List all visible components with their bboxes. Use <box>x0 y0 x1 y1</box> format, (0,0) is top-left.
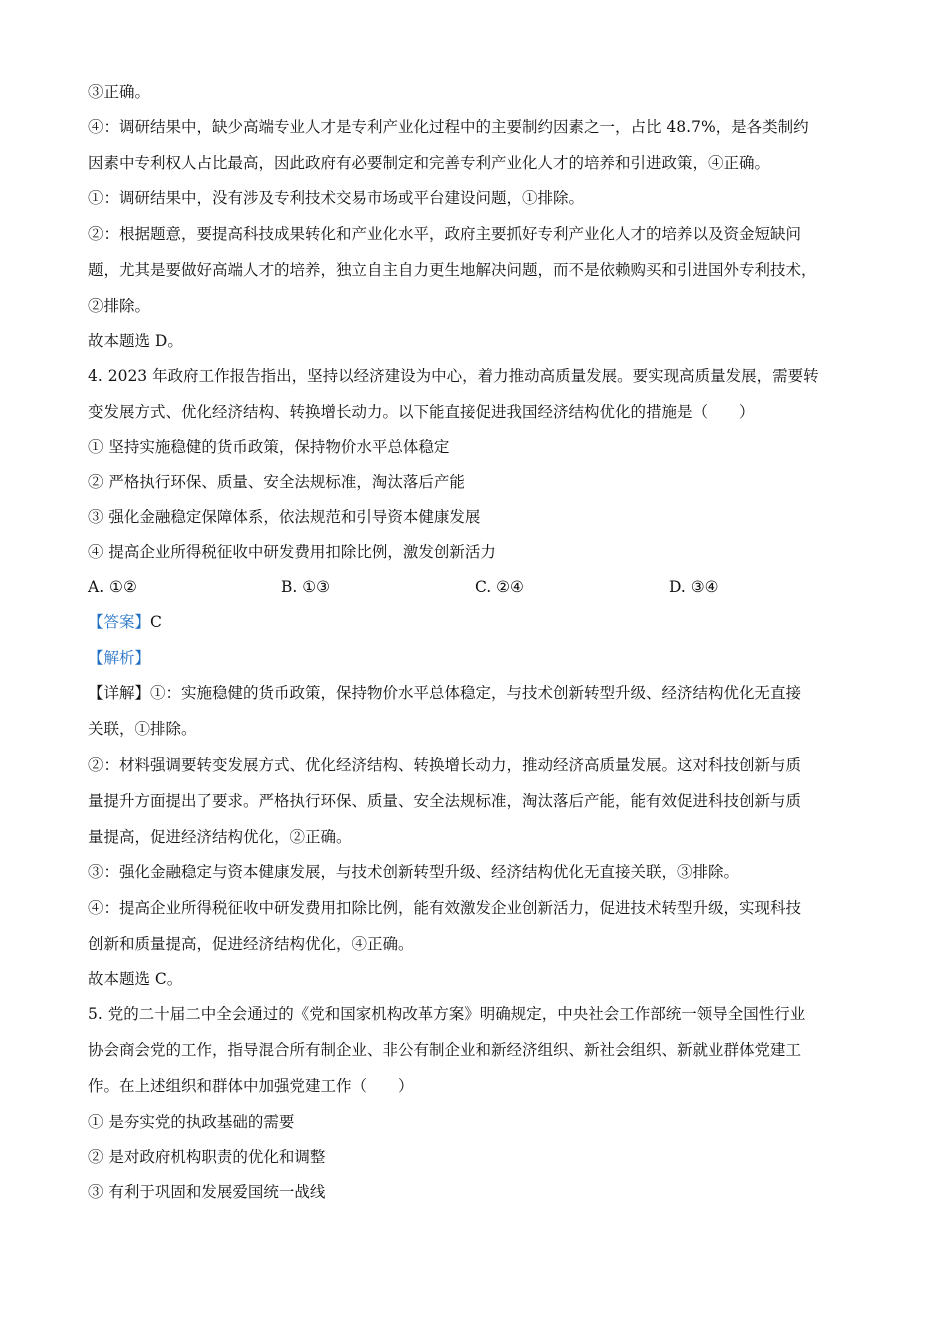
text-line: ②：材料强调要转变发展方式、优化经济结构、转换增长动力，推动经济高质量发展。这对科技创新与质 <box>88 756 802 774</box>
answer-line <box>88 612 162 632</box>
analysis-tag: 【解析】 <box>88 649 151 667</box>
text-line: ④：调研结果中，缺少高端专业人才是专利产业化过程中的主要制约因素之一，占比 48.7%，是各类制约 <box>88 118 809 136</box>
statement-item: ① 是夯实党的执政基础的需要 <box>88 1113 295 1131</box>
text-line: 因素中专利权人占比最高，因此政府有必要制定和完善专利产业化人才的培养和引进政策，④正确。 <box>88 154 771 172</box>
text-line: 【详解】①：实施稳健的货币政策，保持物价水平总体稳定，与技术创新转型升级、经济结构优化无直接 <box>88 684 802 702</box>
conclusion-line: 故本题选 C。 <box>88 970 183 988</box>
text-line: 创新和质量提高，促进经济结构优化，④正确。 <box>88 935 414 953</box>
statement-item: ② 是对政府机构职责的优化和调整 <box>88 1148 326 1166</box>
text-line: ③正确。 <box>88 83 151 101</box>
text-line: ②：根据题意，要提高科技成果转化和产业化水平，政府主要抓好专利产业化人才的培养以及资金短缺问 <box>88 225 802 243</box>
statement-item: ③ 有利于巩固和发展爱国统一战线 <box>88 1183 326 1201</box>
statement-item: ③ 强化金融稳定保障体系，依法规范和引导资本健康发展 <box>88 508 481 526</box>
text-line: 量提高，促进经济结构优化，②正确。 <box>88 828 352 846</box>
text-line: 关联，①排除。 <box>88 720 197 738</box>
text-line: ②排除。 <box>88 297 151 315</box>
statement-item: ④ 提高企业所得税征收中研发费用扣除比例，激发创新活力 <box>88 543 496 561</box>
text-line: ③：强化金融稳定与资本健康发展，与技术创新转型升级、经济结构优化无直接关联，③排除。 <box>88 863 740 881</box>
text-line: 题，尤其是要做好高端人才的培养，独立自主自力更生地解决问题，而不是依赖购买和引进国外专利技术， <box>88 261 817 279</box>
choice-a: A. ①② <box>88 578 137 596</box>
answer-value: C <box>150 613 162 631</box>
question-stem: 5. 党的二十届二中全会通过的《党和国家机构改革方案》明确规定，中央社会工作部统一领导全国性行业 <box>88 1005 806 1023</box>
question-stem: 4. 2023 年政府工作报告指出，坚持以经济建设为中心，着力推动高质量发展。要实现高质量发展，需要转 <box>88 367 819 385</box>
statement-item: ② 严格执行环保、质量、安全法规标准，淘汰落后产能 <box>88 473 465 491</box>
choice-d: D. ③④ <box>669 578 719 596</box>
text-line: ①：调研结果中，没有涉及专利技术交易市场或平台建设问题，①排除。 <box>88 189 585 207</box>
conclusion-line: 故本题选 D。 <box>88 332 183 350</box>
question-stem: 变发展方式、优化经济结构、转换增长动力。以下能直接促进我国经济结构优化的措施是（ ） <box>88 403 755 421</box>
choice-b: B. ①③ <box>281 578 331 596</box>
text-line: 量提升方面提出了要求。严格执行环保、质量、安全法规标准，淘汰落后产能，能有效促进科技创新与质 <box>88 792 802 810</box>
choice-c: C. ②④ <box>475 578 524 596</box>
question-stem: 协会商会党的工作，指导混合所有制企业、非公有制企业和新经济组织、新社会组织、新就业群体党建工 <box>88 1041 802 1059</box>
statement-item: ① 坚持实施稳健的货币政策，保持物价水平总体稳定 <box>88 438 450 456</box>
answer-tag: 【答案】 <box>88 613 151 631</box>
question-stem: 作。在上述组织和群体中加强党建工作（ ） <box>88 1077 414 1095</box>
text-line: ④：提高企业所得税征收中研发费用扣除比例，能有效激发企业创新活力，促进技术转型升级，实现科技 <box>88 899 802 917</box>
